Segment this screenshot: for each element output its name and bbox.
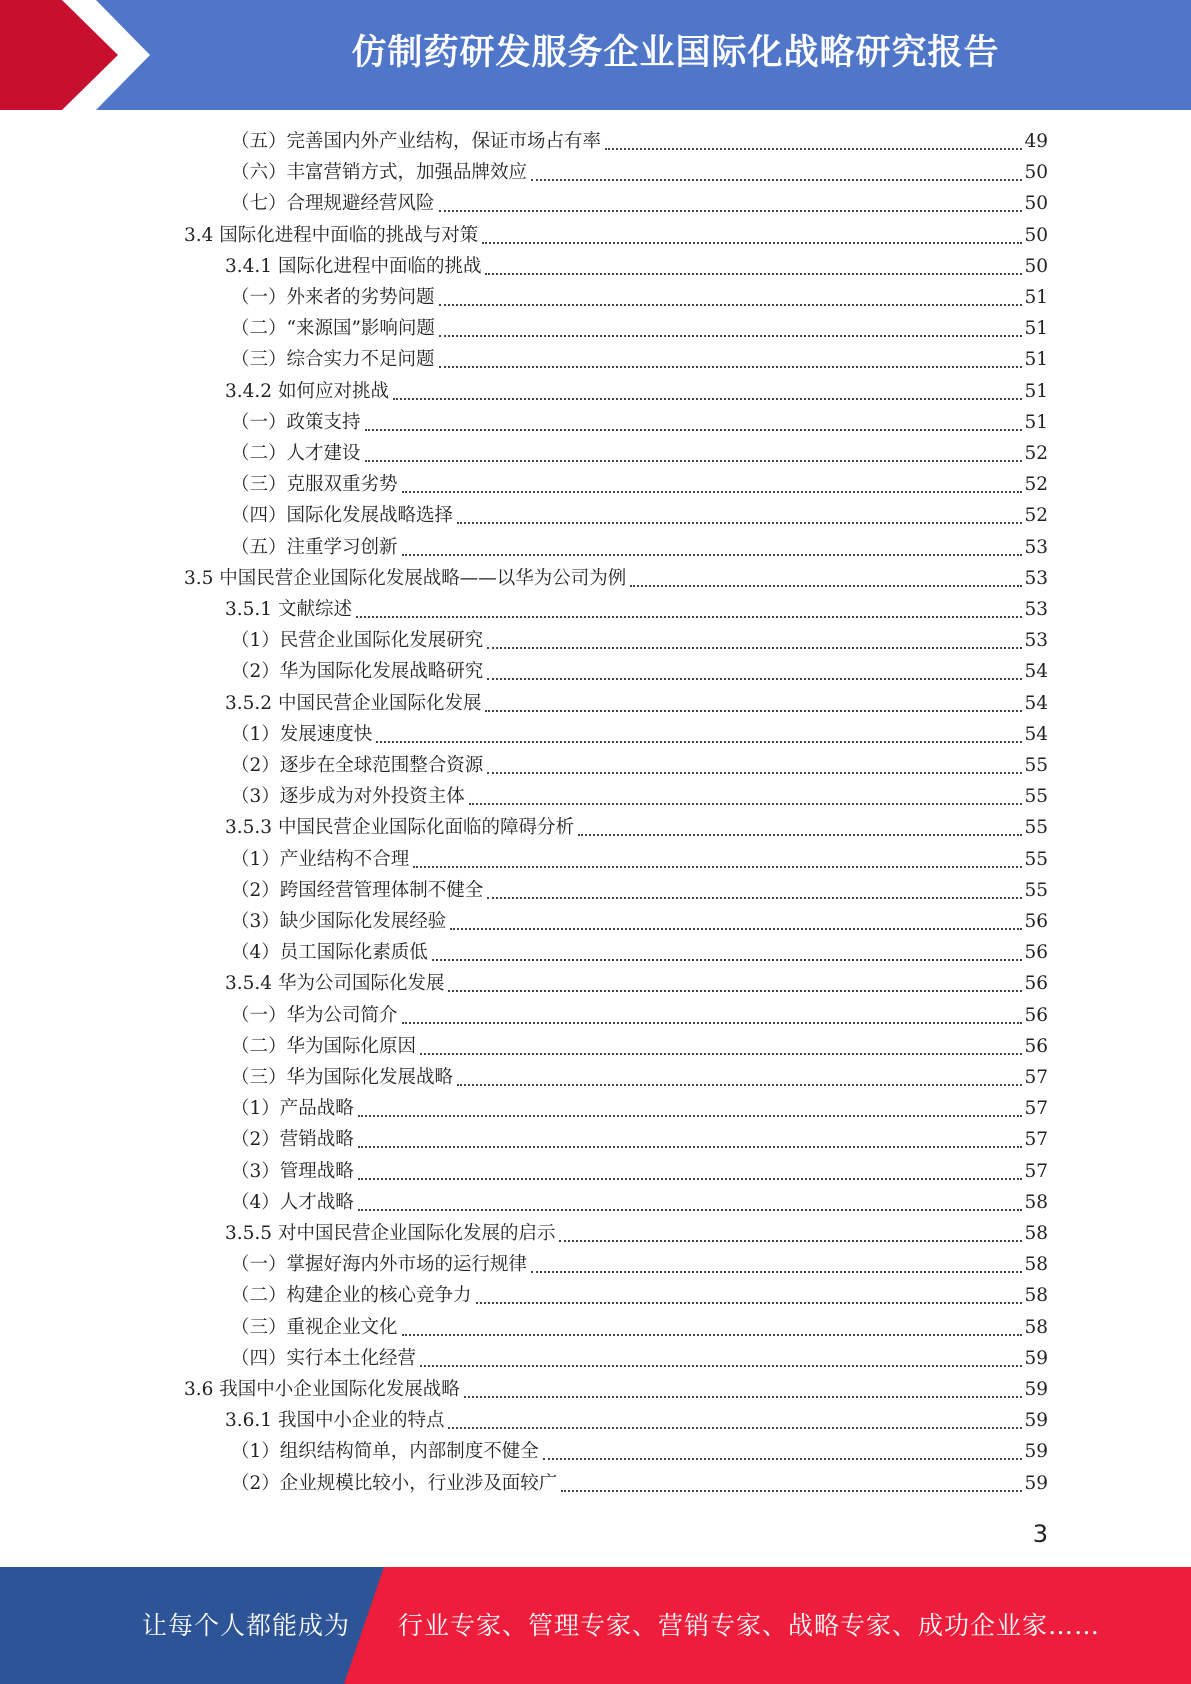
toc-leader-dots [578, 834, 1022, 836]
toc-entry-label: 3.5.5 对中国民营企业国际化发展的启示 [225, 1223, 556, 1244]
toc-leader-dots [561, 1490, 1022, 1492]
toc-leader-dots [448, 990, 1022, 992]
toc-leader-dots [376, 741, 1022, 743]
toc-entry[interactable] [225, 252, 1048, 283]
toc-entry[interactable] [231, 127, 1048, 158]
page-footer [0, 1567, 1191, 1684]
toc-entry-page: 56 [1024, 973, 1048, 995]
toc-entry-label: 3.6.1 我国中小企业的特点 [225, 1410, 445, 1432]
toc-entry-page: 50 [1024, 224, 1048, 246]
toc-entry-label: （一）掌握好海内外市场的运行规律 [231, 1254, 528, 1276]
toc-entry-label: （三）重视企业文化 [231, 1316, 398, 1338]
toc-leader-dots [365, 429, 1023, 431]
toc-entry-label: （1）组织结构简单，内部制度不健全 [231, 1441, 539, 1463]
toc-leader-dots [485, 273, 1022, 275]
toc-entry-label: （二）“来源国”影响问题 [231, 318, 435, 340]
header-chevron-icon [0, 0, 170, 110]
toc-leader-dots [457, 522, 1022, 524]
toc-leader-dots [358, 1146, 1023, 1148]
toc-entry-page: 59 [1024, 1441, 1048, 1463]
toc-leader-dots [420, 1365, 1022, 1367]
toc-leader-dots [393, 398, 1022, 400]
toc-leader-dots [482, 242, 1022, 244]
toc-entry-page: 54 [1024, 692, 1048, 714]
toc-entry-page: 52 [1024, 505, 1048, 527]
toc-entry-label: （4）人才战略 [231, 1191, 354, 1213]
toc-entry-page: 56 [1024, 1004, 1048, 1026]
toc-leader-dots [531, 1271, 1022, 1273]
toc-entry-page: 55 [1024, 879, 1048, 901]
toc-leader-dots [487, 678, 1022, 680]
toc-leader-dots [605, 148, 1022, 150]
toc-entry-page: 53 [1024, 567, 1048, 589]
toc-entry[interactable] [231, 1188, 1048, 1219]
toc-entry-page: 55 [1024, 786, 1048, 808]
toc-entry-page: 51 [1024, 411, 1048, 433]
toc-entry-label: （3）缺少国际化发展经验 [231, 911, 447, 932]
toc-entry-page: 52 [1024, 443, 1048, 464]
toc-leader-dots [358, 1178, 1023, 1180]
toc-entry[interactable] [231, 1437, 1048, 1468]
toc-entry-page: 57 [1024, 1098, 1048, 1120]
toc-entry-label: 3.5.2 中国民营企业国际化发展 [225, 692, 482, 714]
toc-entry-label: （一）外来者的劣势问题 [231, 287, 435, 308]
toc-entry[interactable] [231, 283, 1048, 314]
toc-entry-label: （二）构建企业的核心竞争力 [231, 1285, 472, 1307]
toc-entry-page: 55 [1024, 817, 1048, 839]
toc-entry[interactable] [231, 1469, 1048, 1500]
toc-entry[interactable] [231, 720, 1048, 751]
toc-entry[interactable] [231, 1157, 1048, 1188]
footer-slogan-left: 让每个人都能成为 [142, 1611, 351, 1640]
toc-entry[interactable] [231, 845, 1048, 876]
toc-entry-label: 3.5.1 文献综述 [225, 599, 352, 620]
toc-entry-label: 3.4.1 国际化进程中面临的挑战 [225, 255, 482, 277]
toc-leader-dots [439, 335, 1023, 337]
toc-entry[interactable] [231, 1344, 1048, 1375]
toc-entry[interactable] [231, 1125, 1048, 1156]
toc-entry[interactable] [231, 345, 1048, 376]
toc-entry[interactable] [231, 1313, 1048, 1344]
toc-entry-page: 58 [1024, 1316, 1048, 1338]
toc-leader-dots [559, 1240, 1022, 1242]
toc-leader-dots [439, 210, 1023, 212]
toc-entry-page: 54 [1024, 661, 1048, 683]
toc-leader-dots [432, 959, 1023, 961]
toc-entry-page: 59 [1024, 1410, 1048, 1432]
toc-leader-dots [420, 1053, 1022, 1055]
toc-entry[interactable] [231, 782, 1048, 813]
toc-entry-page: 49 [1024, 131, 1048, 152]
toc-entry-page: 51 [1024, 380, 1048, 402]
toc-entry-label: （三）综合实力不足问题 [231, 349, 435, 371]
toc-entry-page: 57 [1024, 1067, 1048, 1088]
toc-entry-label: 3.6 我国中小企业国际化发展战略 [184, 1379, 460, 1400]
toc-leader-dots [464, 1396, 1023, 1398]
toc-entry[interactable] [184, 1375, 1048, 1406]
toc-leader-dots [450, 928, 1022, 930]
toc-leader-dots [531, 179, 1022, 181]
toc-entry[interactable] [231, 1063, 1048, 1094]
toc-entry-page: 51 [1024, 318, 1048, 340]
toc-entry-label: （三）华为国际化发展战略 [231, 1067, 454, 1088]
toc-entry[interactable] [225, 595, 1048, 626]
toc-leader-dots [487, 897, 1022, 899]
toc-leader-dots [402, 491, 1023, 493]
toc-entry-page: 53 [1024, 599, 1048, 620]
toc-entry-page: 55 [1024, 848, 1048, 870]
toc-entry[interactable] [225, 1406, 1048, 1437]
toc-entry[interactable] [231, 657, 1048, 688]
toc-leader-dots [476, 1302, 1023, 1304]
toc-entry-page: 53 [1024, 630, 1048, 652]
toc-entry-label: （1）民营企业国际化发展研究 [231, 630, 484, 652]
toc-leader-dots [356, 616, 1023, 618]
toc-entry-label: （一）政策支持 [231, 411, 361, 433]
toc-leader-dots [402, 1334, 1023, 1336]
toc-entry[interactable] [225, 969, 1048, 1000]
toc-entry[interactable] [231, 189, 1048, 220]
toc-entry-label: 3.5.3 中国民营企业国际化面临的障碍分析 [225, 817, 574, 839]
toc-entry[interactable] [231, 751, 1048, 782]
toc-leader-dots [365, 460, 1023, 462]
toc-entry-label: （3）管理战略 [231, 1160, 354, 1182]
toc-entry[interactable] [225, 377, 1048, 408]
toc-entry-label: （2）华为国际化发展战略研究 [231, 661, 484, 683]
toc-entry-label: （二）华为国际化原因 [231, 1035, 417, 1057]
toc-entry[interactable] [231, 626, 1048, 657]
toc-entry-label: （七）合理规避经营风险 [231, 193, 435, 215]
toc-entry[interactable] [231, 314, 1048, 345]
toc-leader-dots [402, 1022, 1023, 1024]
toc-entry[interactable] [231, 470, 1048, 501]
toc-leader-dots [630, 585, 1022, 587]
toc-entry-label: （1）产业结构不合理 [231, 848, 410, 870]
toc-entry-label: （3）逐步成为对外投资主体 [231, 786, 465, 808]
toc-entry-page: 56 [1024, 1035, 1048, 1057]
toc-entry-label: 3.5 中国民营企业国际化发展战略——以华为公司为例 [184, 567, 627, 589]
toc-leader-dots [448, 1427, 1022, 1429]
toc-entry[interactable] [225, 813, 1048, 844]
toc-leader-dots [487, 772, 1022, 774]
toc-leader-dots [457, 1084, 1022, 1086]
toc-leader-dots [487, 647, 1022, 649]
toc-entry-label: （二）人才建设 [231, 443, 361, 464]
toc-entry-label: （2）逐步在全球范围整合资源 [231, 755, 484, 776]
toc-entry[interactable] [225, 1219, 1048, 1250]
toc-entry-label: （2）跨国经营管理体制不健全 [231, 879, 484, 901]
toc-entry-page: 59 [1024, 1379, 1048, 1400]
toc-entry-page: 58 [1024, 1223, 1048, 1244]
toc-entry-page: 57 [1024, 1129, 1048, 1151]
toc-entry-page: 56 [1024, 911, 1048, 932]
toc-leader-dots [358, 1115, 1023, 1117]
toc-entry-label: 3.4.2 如何应对挑战 [225, 380, 389, 402]
toc-entry-label: （1）发展速度快 [231, 723, 373, 745]
toc-leader-dots [439, 304, 1023, 306]
toc-leader-dots [413, 866, 1022, 868]
toc-entry-label: （五）完善国内外产业结构，保证市场占有率 [231, 131, 602, 152]
toc-entry-page: 59 [1024, 1347, 1048, 1369]
toc-entry[interactable] [225, 689, 1048, 720]
toc-leader-dots [543, 1458, 1023, 1460]
toc-entry-page: 58 [1024, 1191, 1048, 1213]
toc-entry-label: 3.5.4 华为公司国际化发展 [225, 973, 445, 995]
toc-entry-label: （四）实行本土化经营 [231, 1347, 417, 1369]
toc-entry[interactable] [231, 1250, 1048, 1281]
toc-entry-label: （六）丰富营销方式，加强品牌效应 [231, 162, 528, 184]
toc-leader-dots [469, 803, 1023, 805]
toc-entry-page: 58 [1024, 1285, 1048, 1307]
toc-entry[interactable] [231, 439, 1048, 470]
toc-leader-dots [485, 710, 1022, 712]
footer-slogan-right: 行业专家、管理专家、营销专家、战略专家、成功企业家…… [398, 1611, 1101, 1640]
toc-entry-page: 50 [1024, 162, 1048, 184]
toc-entry-label: （三）克服双重劣势 [231, 474, 398, 496]
toc-entry-page: 51 [1024, 349, 1048, 371]
toc-entry[interactable] [231, 158, 1048, 189]
toc-entry[interactable] [231, 1094, 1048, 1125]
toc-entry-label: （一）华为公司简介 [231, 1004, 398, 1026]
toc-entry[interactable] [231, 1281, 1048, 1312]
toc-entry[interactable] [184, 564, 1048, 595]
toc-entry-page: 53 [1024, 536, 1048, 558]
toc-entry-label: （4）员工国际化素质低 [231, 942, 428, 964]
toc-entry-label: （2）营销战略 [231, 1129, 354, 1151]
toc-entry-page: 59 [1024, 1472, 1048, 1494]
toc-leader-dots [402, 554, 1023, 556]
page-number: 3 [1032, 1520, 1048, 1548]
toc-leader-dots [439, 366, 1023, 368]
toc-entry-label: （1）产品战略 [231, 1098, 354, 1120]
toc-entry[interactable] [231, 1032, 1048, 1063]
toc-entry[interactable] [231, 501, 1048, 532]
toc-entry-page: 50 [1024, 193, 1048, 215]
toc-entry-page: 50 [1024, 255, 1048, 277]
toc-entry-page: 58 [1024, 1254, 1048, 1276]
toc-entry-label: （2）企业规模比较小，行业涉及面较广 [231, 1472, 558, 1494]
toc-entry[interactable] [231, 1001, 1048, 1032]
toc-entry[interactable] [231, 938, 1048, 969]
toc-entry[interactable] [184, 221, 1048, 252]
toc-entry[interactable] [231, 533, 1048, 564]
toc-entry-page: 54 [1024, 723, 1048, 745]
toc-entry-page: 57 [1024, 1160, 1048, 1182]
page-title: 仿制药研发服务企业国际化战略研究报告 [351, 33, 1000, 73]
toc-entry-label: （五）注重学习创新 [231, 536, 398, 558]
page-header [0, 0, 1191, 110]
toc-entry-page: 52 [1024, 474, 1048, 496]
toc-entry-page: 51 [1024, 287, 1048, 308]
toc-entry-label: （四）国际化发展战略选择 [231, 505, 454, 527]
toc-entry[interactable] [231, 876, 1048, 907]
toc-entry-page: 55 [1024, 755, 1048, 776]
toc-leader-dots [358, 1209, 1023, 1211]
toc-entry[interactable] [231, 907, 1048, 938]
toc-entry-page: 56 [1024, 942, 1048, 964]
toc-entry[interactable] [231, 408, 1048, 439]
toc-entry-label: 3.4 国际化进程中面临的挑战与对策 [184, 224, 479, 246]
